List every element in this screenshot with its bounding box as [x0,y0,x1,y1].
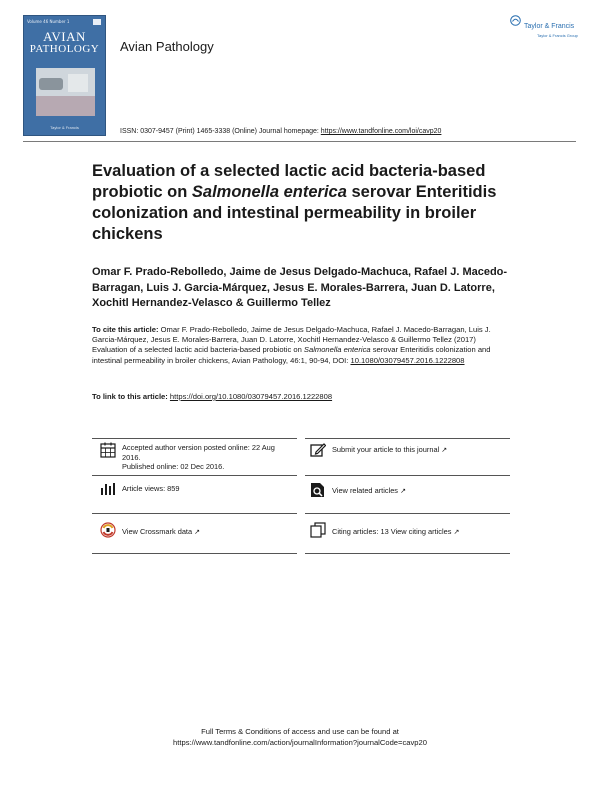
publisher-logo[interactable] [510,15,578,38]
external-link-icon: ↗ [453,529,460,536]
citing-articles-icon [310,522,326,538]
terms-footer-link[interactable]: https://www.tandfonline.com/action/journalInformation?journalCode=cavp20 [173,738,427,747]
submit-article-label: Submit your article to this journal [332,445,440,454]
related-articles-label: View related articles [332,486,398,495]
accepted-date: Accepted author version posted online: 22 Aug 2016. [122,443,275,462]
journal-name: Avian Pathology [120,39,214,54]
issn-text: ISSN: 0307-9457 (Print) 1465-3338 (Online) Journal homepage: [120,128,321,135]
citing-articles-label: Citing articles: 13 View citing articles [332,527,452,536]
grid-rule [305,475,510,476]
external-link-icon: ↗ [194,529,201,536]
cite-species-name: Salmonella enterica [303,345,371,355]
edit-icon [310,442,326,458]
cover-publisher: Taylor & Francis [50,125,79,130]
search-document-icon [310,482,326,498]
journal-homepage-link[interactable]: https://www.tandfonline.com/loi/cavp20 [320,128,442,135]
article-views [100,482,295,496]
related-articles-link[interactable] [310,482,505,498]
article-doi-link[interactable]: https://doi.org/10.1080/03079457.2016.1222808 [169,392,333,401]
journal-cover-image[interactable] [23,15,106,136]
issn-homepage-line [120,128,441,135]
publication-dates [100,442,295,472]
cover-micrograph [36,68,95,116]
link-label: To link to this article: [92,392,170,401]
crossmark-link[interactable] [100,522,295,538]
crossmark-label: View Crossmark data [122,527,193,536]
crossmark-icon [100,522,116,538]
citing-articles-link[interactable] [310,522,505,538]
external-link-icon: ↗ [400,488,406,495]
external-link-icon: ↗ [441,447,448,454]
cite-label: To cite this article: [92,325,159,334]
cover-title-line2: PATHOLOGY [29,43,100,55]
grid-rule [305,513,510,514]
citation-block: To cite this article: Omar F. Prado-Rebolledo, Jaime de Jesus Delgado-Machuca, Rafael J. Macedo-Barragan, Luis J. Garcia-Márquez, Jesus E. Morales-Barrera, Juan D. Latorre, Xochitl Hernandez-Velasco & Guillermo Tellez (2017) Evaluation of a selected lactic acid bacteria-based probiotic on Salmonella enterica serovar Enteritidis colonization and intestinal permeability in broiler chickens, Avian Pathology, 46:1, 90-94, DOI: 10.1080/03079457.2016.1222808 [92,325,491,365]
article-authors: Omar F. Prado-Rebolledo, Jaime de Jesus Delgado-Machuca, Rafael J. Macedo-Barragan, Luis J. Garcia-Márquez, Jesus E. Morales-Barrera, Juan D. Latorre, Xochitl Hernandez-Velasco & Guillermo Tellez [92,266,508,309]
taylor-francis-logo-icon [510,15,521,26]
cover-volume-text: Volume 46 Number 1 [27,19,70,24]
title-species-name: Salmonella enterica [191,183,347,201]
article-views-label: Article views: 859 [122,484,180,493]
submit-article-link[interactable] [310,442,505,458]
terms-footer-line1: Full Terms & Conditions of access and use can be found at [201,727,399,736]
grid-rule [92,553,297,554]
cover-title-line1: AVIAN [43,29,86,44]
calendar-icon [100,442,116,458]
publisher-logo-sub: Taylor & Francis Group [537,33,578,38]
grid-rule [92,475,297,476]
cite-doi-link[interactable]: 10.1080/03079457.2016.1222808 [350,355,465,365]
grid-rule [305,438,510,439]
cover-publisher-mark [93,19,101,25]
publisher-logo-name: Taylor & Francis [524,23,575,30]
bar-chart-icon [100,482,116,496]
article-title: Evaluation of a selected lactic acid bacteria-based probiotic on Salmonella enterica serovar Enteritidis colonization and intestinal permeability in broiler chickens [92,162,497,243]
published-date: Published online: 02 Dec 2016. [122,462,225,471]
header-divider [23,141,576,142]
article-link-line [92,392,332,401]
grid-rule [92,438,297,439]
terms-footer [0,726,600,748]
grid-rule [92,513,297,514]
grid-rule [305,553,510,554]
